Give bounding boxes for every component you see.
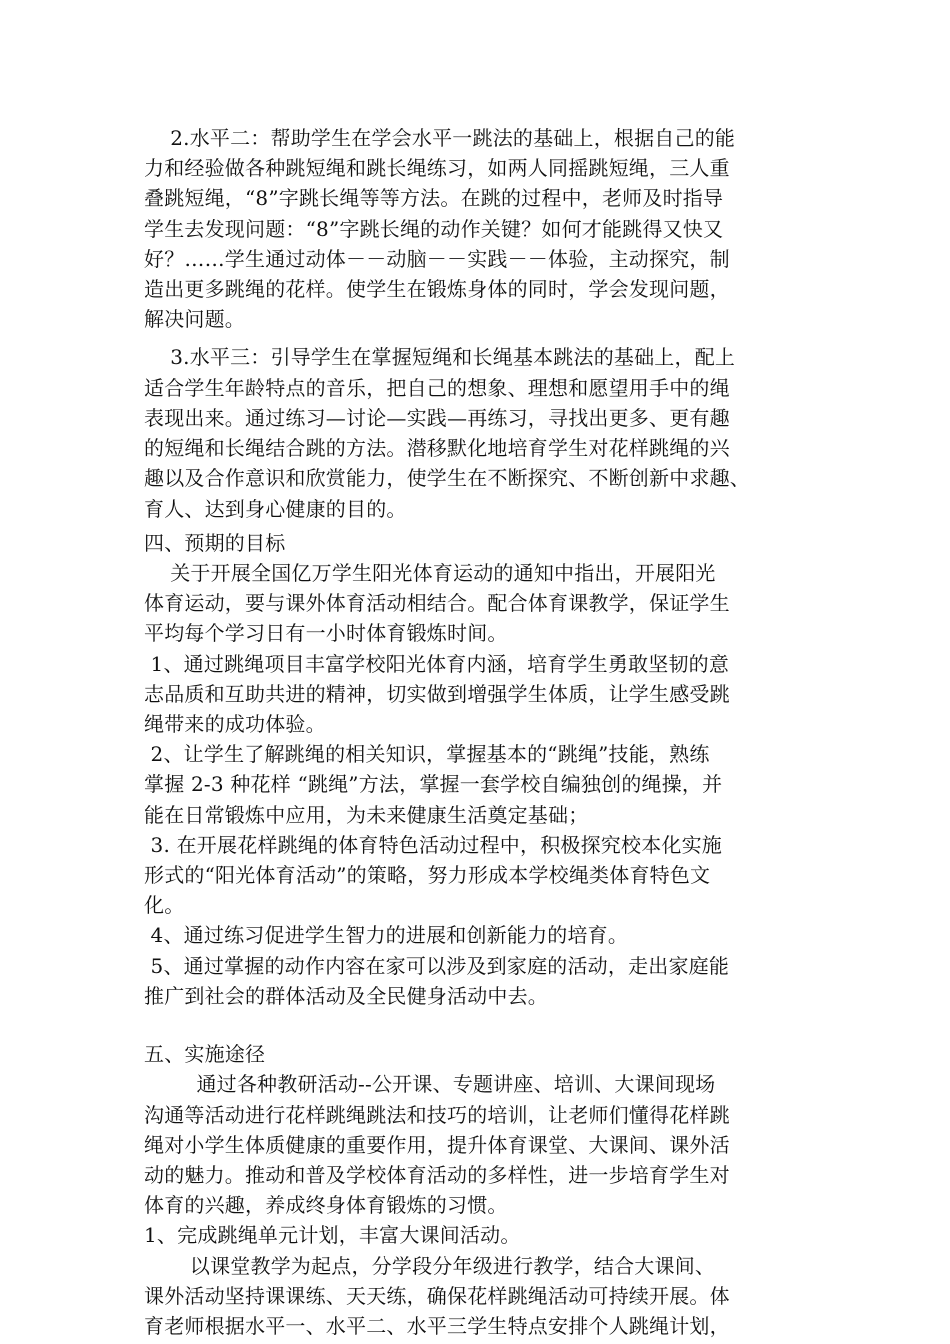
text-line: 沟通等活动进行花样跳绳跳法和技巧的培训，让老师们懂得花样跳: [144, 1103, 730, 1127]
text-line: 3.水平三：引导学生在掌握短绳和长绳基本跳法的基础上，配上: [144, 345, 736, 369]
text-line: 推广到社会的群体活动及全民健身活动中去。: [144, 984, 548, 1008]
text-line: 以课堂教学为起点，分学段分年级进行教学，结合大课间、: [144, 1254, 716, 1278]
text-line: 好？……学生通过动体－－动脑－－实践－－体验，主动探究，制: [144, 247, 730, 271]
text-line: 动的魅力。推动和普及学校体育活动的多样性，进一步培育学生对: [144, 1163, 730, 1187]
text-line: 体育运动，要与课外体育活动相结合。配合体育课教学，保证学生: [144, 591, 730, 615]
text-line: 通过各种教研活动--公开课、专题讲座、培训、大课间现场: [144, 1072, 716, 1096]
text-line: 1、完成跳绳单元计划，丰富大课间活动。: [144, 1223, 521, 1247]
text-line: 4、通过练习促进学生智力的进展和创新能力的培育。: [144, 923, 629, 947]
text-line: 叠跳短绳，“8”字跳长绳等等方法。在跳的过程中，老师及时指导: [144, 186, 724, 210]
text-line: 5、通过掌握的动作内容在家可以涉及到家庭的活动，走出家庭能: [144, 954, 730, 978]
text-line: 课外活动坚持课课练、天天练，确保花样跳绳活动可持续开展。体: [144, 1284, 730, 1308]
section-heading: 五、实施途径: [144, 1042, 266, 1066]
text-line: 化。: [144, 893, 185, 917]
section-heading: 四、预期的目标: [144, 531, 286, 555]
text-line: 2、让学生了解跳绳的相关知识，掌握基本的“跳绳”技能，熟练: [144, 742, 710, 766]
text-line: 平均每个学习日有一小时体育锻炼时间。: [144, 621, 508, 645]
text-line: 绳带来的成功体验。: [144, 712, 326, 736]
text-line: 形式的“阳光体育活动”的策略，努力形成本学校绳类体育特色文: [144, 863, 711, 887]
text-line: 绳对小学生体质健康的重要作用，提升体育课堂、大课间、课外活: [144, 1133, 730, 1157]
text-line: 体育的兴趣，养成终身体育锻炼的习惯。: [144, 1193, 508, 1217]
text-line: 关于开展全国亿万学生阳光体育运动的通知中指出，开展阳光: [144, 561, 716, 585]
text-line: 适合学生年龄特点的音乐，把自己的想象、理想和愿望用手中的绳: [144, 376, 730, 400]
text-line: 学生去发现问题：“8”字跳长绳的动作关键？如何才能跳得又快又: [144, 217, 724, 241]
text-line: 力和经验做各种跳短绳和跳长绳练习，如两人同摇跳短绳，三人重: [144, 156, 730, 180]
text-line: 志品质和互助共进的精神，切实做到增强学生体质，让学生感受跳: [144, 682, 730, 706]
text-line: 造出更多跳绳的花样。使学生在锻炼身体的同时，学会发现问题，: [144, 277, 730, 301]
text-line: 表现出来。通过练习—讨论—实践—再练习，寻找出更多、更有趣: [144, 406, 730, 430]
text-line: 趣以及合作意识和欣赏能力，使学生在不断探究、不断创新中求趣、: [144, 466, 750, 490]
text-line: 的短绳和长绳结合跳的方法。潜移默化地培育学生对花样跳绳的兴: [144, 436, 730, 460]
text-line: 解决问题。: [144, 307, 245, 331]
text-line: 1、通过跳绳项目丰富学校阳光体育内涵，培育学生勇敢坚韧的意: [144, 652, 730, 676]
text-line: 育老师根据水平一、水平二、水平三学生特点安排个人跳绳计划，: [144, 1314, 730, 1338]
text-line: 育人、达到身心健康的目的。: [144, 497, 407, 521]
text-line: 3. 在开展花样跳绳的体育特色活动过程中，积极探究校本化实施: [144, 833, 722, 857]
text-line: 掌握 2-3 种花样 “跳绳”方法，掌握一套学校自编独创的绳操，并: [144, 772, 723, 796]
text-line: 能在日常锻炼中应用，为未来健康生活奠定基础；: [144, 803, 589, 827]
text-line: 2.水平二：帮助学生在学会水平一跳法的基础上，根据自己的能: [144, 126, 736, 150]
